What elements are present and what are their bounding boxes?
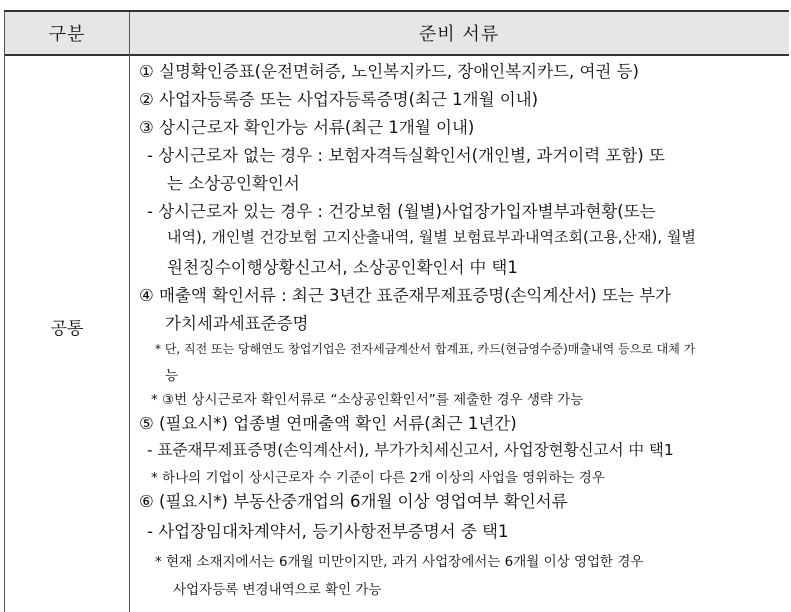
item-3-sub-2-cont-1: 내역), 개인별 건강보험 고지산출내역, 월별 보험료부과내역조회(고용,산재), 월별 [167, 228, 696, 246]
note-4-2: * ③번 상시근로자 확인서류로 “소상공인확인서”를 제출한 경우 생략 가능 [151, 392, 584, 408]
note-6-cont: 사업자등록 변경내역으로 확인 가능 [173, 582, 382, 598]
item-4-cont: 가치세과세표준증명 [165, 314, 309, 333]
note-4-1: * 단, 직전 또는 당해연도 창업기업은 전자세금계산서 합계표, 카드(현금영수증)매출내역 등으로 대체 가 [155, 342, 696, 356]
document-table [4, 10, 789, 612]
item-3-sub-1: - 상시근로자 없는 경우 : 보험자격득실확인서(개인별, 과거이력 포함) 또 [147, 146, 665, 165]
note-5: * 하나의 기업이 상시근로자 수 기준이 다른 2개 이상의 사업을 영위하는 경우 [151, 470, 605, 486]
column-divider [129, 12, 130, 612]
header-documents: 준비 서류 [418, 24, 500, 45]
item-2: ② 사업자등록증 또는 사업자등록증명(최근 1개월 이내) [139, 90, 539, 109]
item-5-sub: - 표준재무제표증명(손익계산서), 부가가치세신고서, 사업장현황신고서 中 택1 [147, 441, 674, 459]
item-3-sub-2: - 상시근로자 있는 경우 : 건강보험 (월별)사업장가입자별부과현황(또는 [147, 202, 656, 221]
item-3-sub-2-cont-2: 원천징수이행상황신고서, 소상공인확인서 中 택1 [167, 258, 518, 277]
header-category: 구분 [48, 24, 86, 45]
item-6: ⑥ (필요시*) 부동산중개업의 6개월 이상 영업여부 확인서류 [139, 492, 568, 511]
note-4-1-cont: 능 [165, 368, 179, 384]
table-header [5, 12, 789, 56]
item-6-sub: - 사업장임대차계약서, 등기사항전부증명서 중 택1 [147, 522, 509, 541]
item-3: ③ 상시근로자 확인가능 서류(최근 1개월 이내) [139, 118, 475, 137]
note-6: * 현재 소재지에서는 6개월 미만이지만, 과거 사업장에서는 6개월 이상 영업한 경우 [155, 554, 644, 570]
item-1: ① 실명확인증표(운전면허증, 노인복지카드, 장애인복지카드, 여권 등) [139, 62, 639, 81]
category-cell: 공통 [50, 319, 84, 339]
item-4: ④ 매출액 확인서류 : 최근 3년간 표준재무제표증명(손익계산서) 또는 부가 [139, 286, 671, 305]
item-3-sub-1-cont: 는 소상공인확인서 [167, 174, 300, 193]
item-5: ⑤ (필요시*) 업종별 연매출액 확인 서류(최근 1년간) [139, 414, 517, 433]
